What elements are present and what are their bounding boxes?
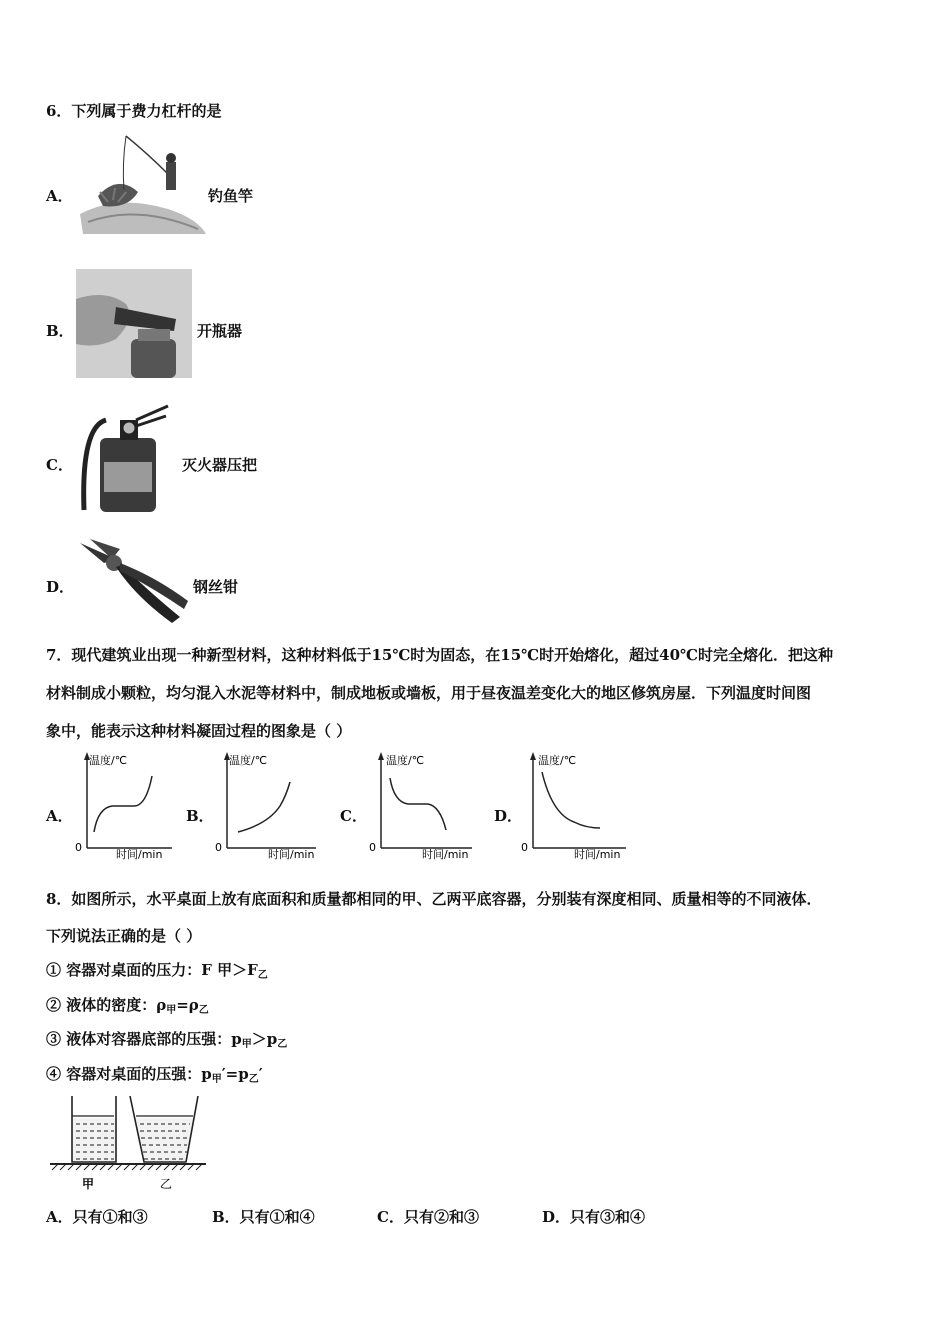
graph-a-curve bbox=[94, 776, 152, 832]
graph-a bbox=[72, 750, 182, 862]
graph-c bbox=[366, 750, 480, 862]
graph-b-xlabel: 时间/min bbox=[268, 848, 315, 861]
graph-a-origin: 0 bbox=[75, 841, 82, 854]
graph-d-origin: 0 bbox=[521, 841, 528, 854]
q7-option-a-letter[interactable]: A． bbox=[46, 807, 73, 825]
q6-option-d-text: 钢丝钳 bbox=[193, 578, 239, 596]
graph-d bbox=[518, 750, 634, 862]
q6-option-b-letter[interactable]: B． bbox=[46, 322, 74, 340]
graph-c-ylabel: 温度/℃ bbox=[386, 754, 425, 767]
q8-statement-3: ③ 液体对容器底部的压强：$p_甲>p_乙$ bbox=[46, 1030, 288, 1050]
container-label-left: 甲 bbox=[82, 1177, 95, 1191]
q7-option-c-letter[interactable]: C． bbox=[340, 807, 367, 825]
q8-option-a[interactable]: A．只有①和③ bbox=[46, 1208, 148, 1226]
q8-statement-1: ① 容器对桌面的压力：F 甲$>F_乙$ bbox=[46, 961, 268, 981]
q7-stem-line2: 材料制成小颗粒，均匀混入水泥等材料中，制成地板或墙板，用于昼夜温差变化大的地区修筑房屋．下列温度时间图 bbox=[46, 684, 812, 702]
fishing-rod-picture bbox=[78, 134, 208, 238]
fire-extinguisher-picture bbox=[76, 402, 172, 512]
q8-statement-2: ② 液体的密度：$\rho_甲=\rho_乙$ bbox=[46, 996, 209, 1016]
bottle-opener-picture bbox=[76, 269, 192, 378]
q7-stem-line1: 7．现代建筑业出现一种新型材料，这种材料低于15℃时为固态，在15℃时开始熔化，超过40℃时完全熔化．把这种 bbox=[46, 646, 833, 664]
graph-c-origin: 0 bbox=[369, 841, 376, 854]
q6-stem: 6．下列属于费力杠杆的是 bbox=[46, 102, 222, 120]
q8-option-c[interactable]: C．只有②和③ bbox=[377, 1208, 479, 1226]
graph-d-curve bbox=[542, 772, 600, 828]
q6-option-c-text: 灭火器压把 bbox=[182, 456, 258, 474]
q6-option-a-letter[interactable]: A． bbox=[46, 187, 73, 205]
graph-c-curve bbox=[390, 778, 446, 830]
q6-option-b-text: 开瓶器 bbox=[197, 322, 243, 340]
graph-b-curve bbox=[238, 782, 290, 832]
q8-stem-line2: 下列说法正确的是（ ） bbox=[46, 927, 202, 945]
graph-d-ylabel: 温度/℃ bbox=[538, 754, 577, 767]
q7-stem-line3: 象中，能表示这种材料凝固过程的图象是（ ） bbox=[46, 722, 352, 740]
q6-option-a-text: 钓鱼竿 bbox=[208, 187, 254, 205]
q8-stem-line1: 8．如图所示，水平桌面上放有底面积和质量都相同的甲、乙两平底容器，分别装有深度相同、质量相等的不同液体． bbox=[46, 890, 822, 908]
container-label-right: 乙 bbox=[160, 1177, 173, 1191]
graph-a-xlabel: 时间/min bbox=[116, 848, 163, 861]
graph-d-xlabel: 时间/min bbox=[574, 848, 621, 861]
q8-option-b[interactable]: B．只有①和④ bbox=[212, 1208, 315, 1226]
graph-c-xlabel: 时间/min bbox=[422, 848, 469, 861]
q7-option-d-letter[interactable]: D． bbox=[494, 807, 523, 825]
graph-a-ylabel: 温度/℃ bbox=[89, 754, 128, 767]
graph-b-origin: 0 bbox=[215, 841, 222, 854]
graph-b-ylabel: 温度/℃ bbox=[229, 754, 268, 767]
q6-option-d-letter[interactable]: D． bbox=[46, 578, 75, 596]
pliers-picture bbox=[76, 537, 192, 629]
containers-diagram bbox=[48, 1094, 208, 1194]
q8-option-d[interactable]: D．只有③和④ bbox=[542, 1208, 646, 1226]
graph-b bbox=[212, 750, 326, 862]
q8-statement-4: ④ 容器对桌面的压强：$p_甲'=p_乙'$ bbox=[46, 1065, 263, 1085]
q7-option-b-letter[interactable]: B． bbox=[186, 807, 214, 825]
q6-option-c-letter[interactable]: C． bbox=[46, 456, 73, 474]
